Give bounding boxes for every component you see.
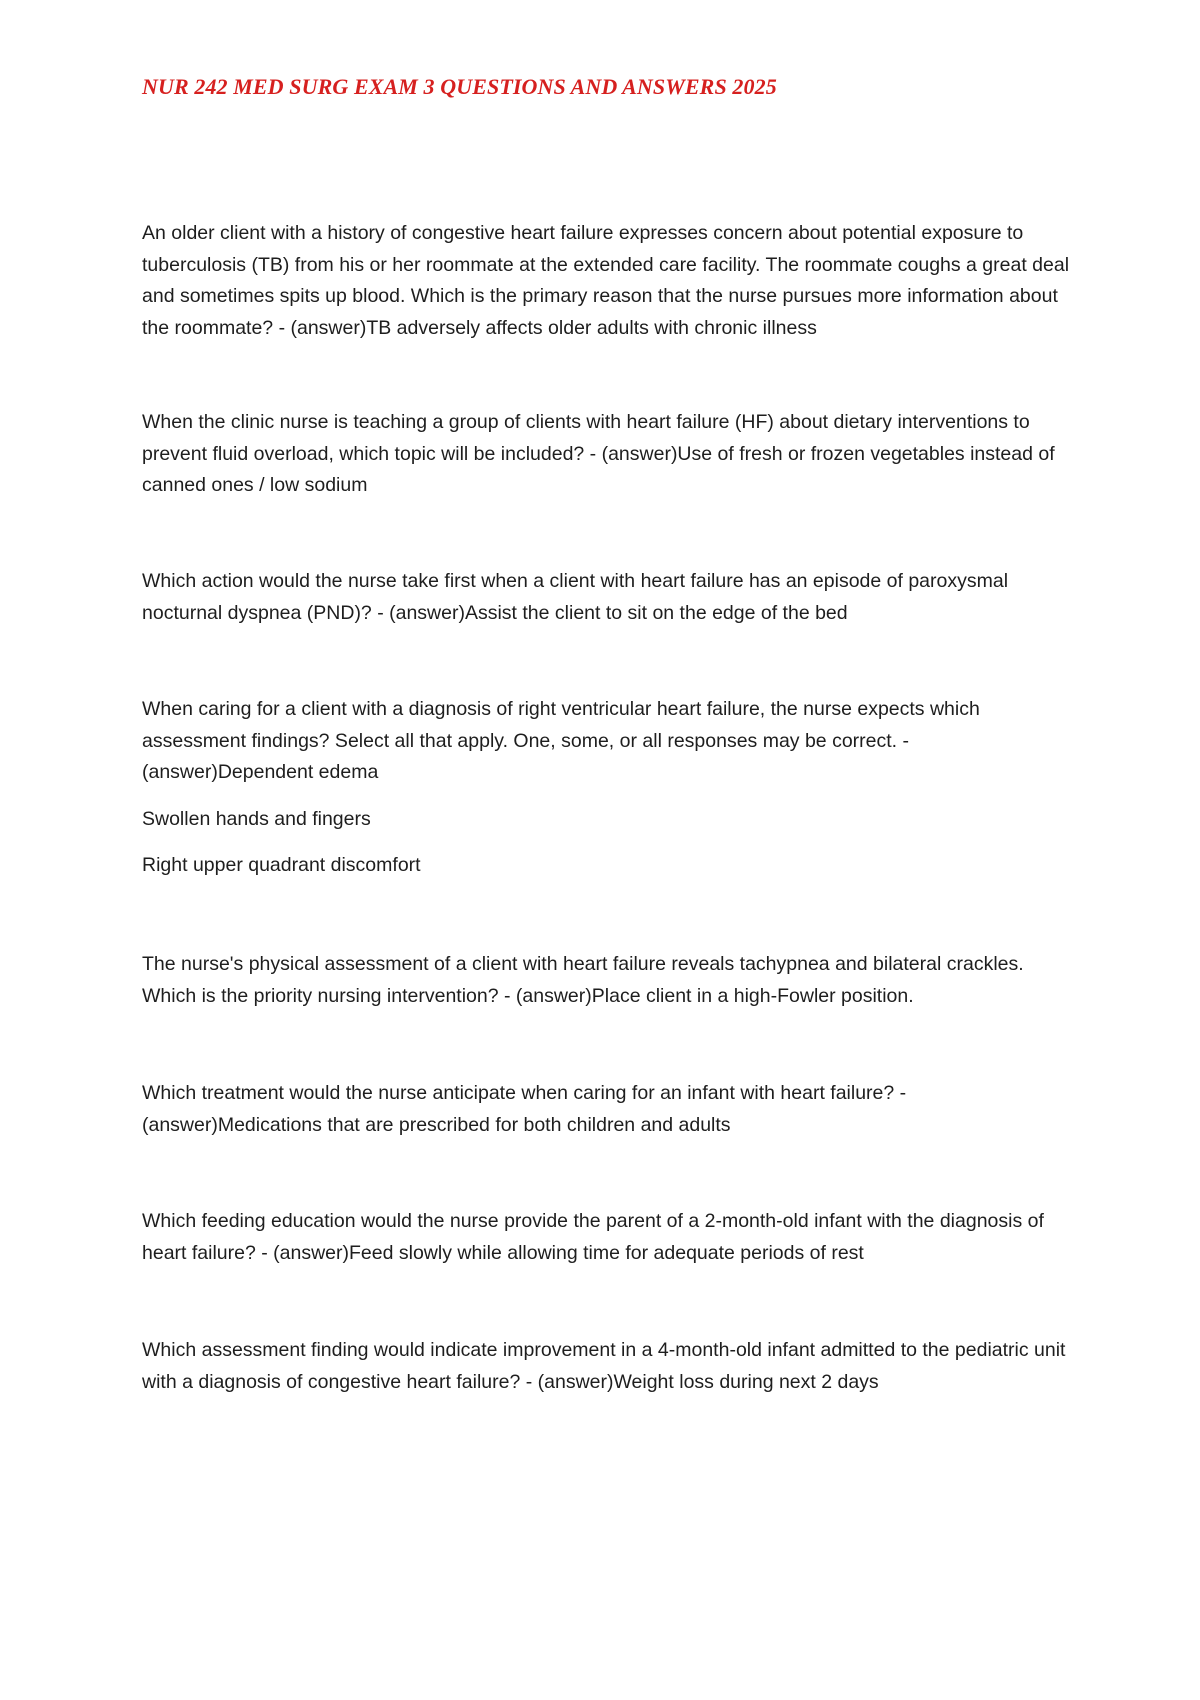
qa-text: When the clinic nurse is teaching a group of clients with heart failure (HF) about dietary interventions to prevent fluid overload, which topic will be included? - (answer)Use of fresh or frozen vegetables instead of canned ones / low sodium (142, 411, 1055, 496)
qa-item-6 (142, 1078, 1072, 1141)
qa-text: The nurse's physical assessment of a client with heart failure reveals tachypnea and bilateral crackles. Which is the priority nursing intervention? - (answer)Place client in a high-Fowler position. (142, 953, 1024, 1007)
qa-item-4 (142, 694, 1072, 882)
qa-text: Which treatment would the nurse anticipate when caring for an infant with heart failure? - (answer)Medications that are prescribed for both children and adults (142, 1082, 907, 1136)
qa-item-5 (142, 949, 1072, 1012)
qa-text: When caring for a client with a diagnosis of right ventricular heart failure, the nurse expects which assessment findings? Select all that apply. One, some, or all responses may be correct. - (answer)Dependent edema (142, 698, 980, 783)
qa-item-7 (142, 1206, 1072, 1269)
qa-extra-answer: Swollen hands and fingers (142, 807, 371, 830)
qa-text: An older client with a history of congestive heart failure expresses concern about potential exposure to tuberculosis (TB) from his or her roommate at the extended care facility. The roommate coughs a great deal and sometimes spits up blood. Which is the primary reason that the nurse pursues more information about the roommate? - (answer)TB adversely affects older adults with chronic illness (142, 222, 1070, 339)
document-title: NUR 242 MED SURG EXAM 3 QUESTIONS AND ANSWERS 2025 (142, 74, 777, 99)
qa-text: Which feeding education would the nurse provide the parent of a 2-month-old infant with the diagnosis of heart failure? - (answer)Feed slowly while allowing time for adequate periods of rest (142, 1210, 1044, 1264)
qa-item-3 (142, 566, 1072, 629)
qa-text: Which assessment finding would indicate improvement in a 4-month-old infant admitted to the pediatric unit with a diagnosis of congestive heart failure? - (answer)Weight loss during next 2 days (142, 1339, 1066, 1393)
qa-extra-answer: Right upper quadrant discomfort (142, 854, 421, 876)
qa-item-1 (142, 218, 1072, 344)
qa-item-2 (142, 407, 1072, 502)
qa-item-8 (142, 1335, 1072, 1398)
qa-text: Which action would the nurse take first when a client with heart failure has an episode of paroxysmal nocturnal dyspnea (PND)? - (answer)Assist the client to sit on the edge of the bed (142, 570, 1009, 624)
